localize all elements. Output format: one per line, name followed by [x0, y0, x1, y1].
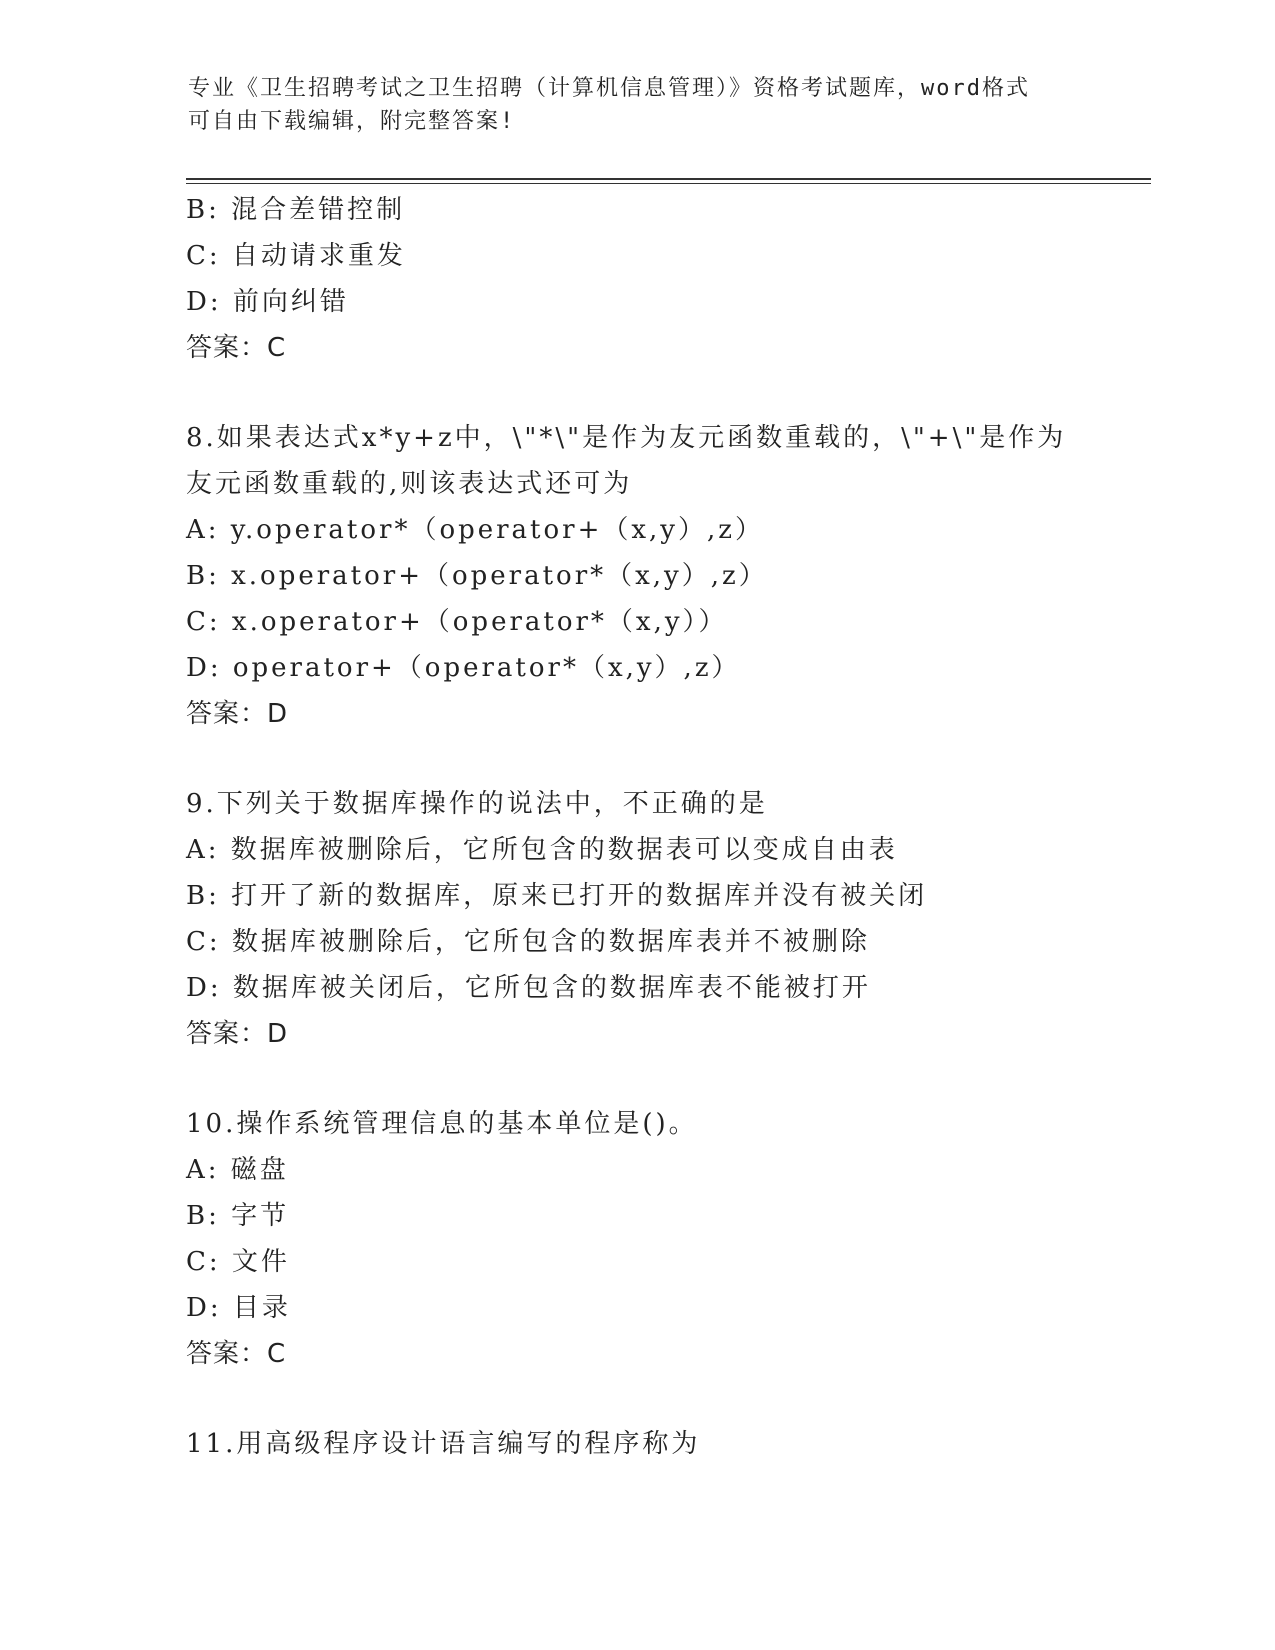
answer: 答案：C: [186, 1339, 287, 1369]
question-stem: 11.用高级程序设计语言编写的程序称为: [186, 1429, 701, 1459]
question-8: [186, 415, 1086, 737]
question-7: [186, 187, 1086, 371]
option-b: B: 混合差错控制: [186, 195, 406, 225]
header-line-2: 可自由下载编辑，附完整答案!: [188, 109, 516, 134]
spacer: [186, 737, 1086, 781]
option-d: D: 前向纠错: [186, 287, 349, 317]
option-d: D: 目录: [186, 1293, 291, 1323]
question-11: [186, 1421, 1086, 1467]
option-b: B: x.operator+（operator*（x,y）,z）: [186, 561, 768, 591]
option-d: D: 数据库被关闭后，它所包含的数据库表不能被打开: [186, 973, 871, 1003]
question-stem: 10.操作系统管理信息的基本单位是()。: [186, 1109, 698, 1139]
option-c: C: 数据库被删除后，它所包含的数据库表并不被删除: [186, 927, 870, 957]
question-stem-continued: 友元函数重载的,则该表达式还可为: [186, 469, 633, 499]
option-c: C: 文件: [186, 1247, 290, 1277]
answer: 答案：D: [186, 1019, 289, 1049]
answer: 答案：C: [186, 333, 287, 363]
question-10: [186, 1101, 1086, 1377]
spacer: [186, 371, 1086, 415]
option-a: A: 磁盘: [186, 1155, 289, 1185]
spacer: [186, 1377, 1086, 1421]
question-stem: 9.下列关于数据库操作的说法中，不正确的是: [186, 789, 768, 819]
question-9: [186, 781, 1086, 1057]
answer: 答案：D: [186, 699, 289, 729]
option-b: B: 打开了新的数据库，原来已打开的数据库并没有被关闭: [186, 881, 928, 911]
document-header: [188, 72, 1068, 138]
option-c: C: x.operator+（operator*（x,y））: [186, 607, 728, 637]
question-stem: 8.如果表达式x*y+z中，\"*\"是作为友元函数重载的，\"+\"是作为: [186, 423, 1067, 453]
option-d: D: operator+（operator*（x,y）,z）: [186, 653, 741, 683]
option-a: A: y.operator*（operator+（x,y）,z）: [186, 515, 764, 545]
header-line-1: 专业《卫生招聘考试之卫生招聘（计算机信息管理）》资格考试题库，word格式: [188, 76, 1030, 101]
option-b: B: 字节: [186, 1201, 290, 1231]
header-divider-thin: [186, 183, 1151, 184]
option-a: A: 数据库被删除后，它所包含的数据表可以变成自由表: [186, 835, 898, 865]
spacer: [186, 1057, 1086, 1101]
option-c: C: 自动请求重发: [186, 241, 406, 271]
question-list: [186, 187, 1086, 1467]
header-divider-thick: [186, 178, 1151, 180]
